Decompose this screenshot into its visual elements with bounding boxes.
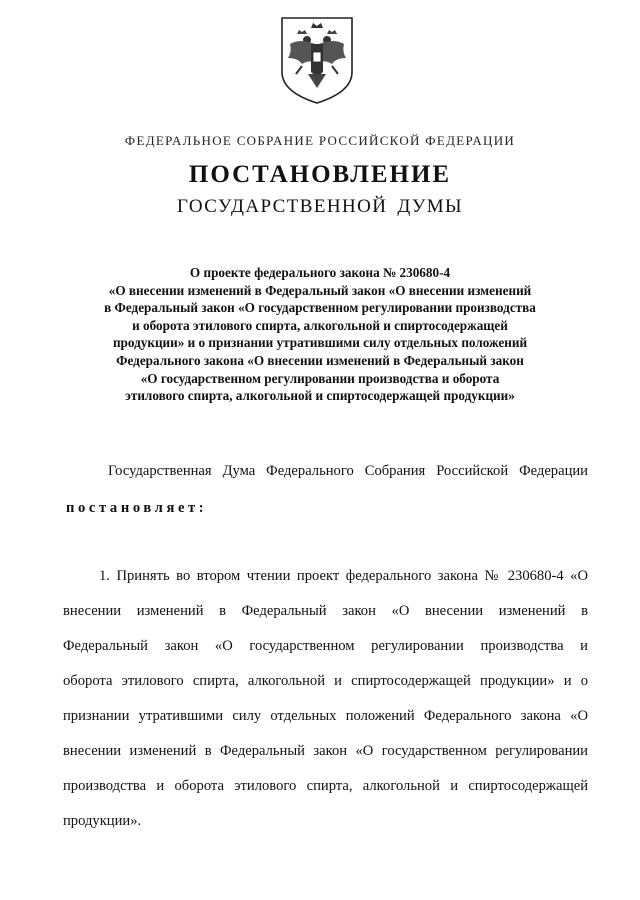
paragraph-line: производства и оборота этилового спирта, алкогольной и спиртосодержащей <box>63 778 588 794</box>
paragraph-line: 1. Принять во втором чтении проект федерального закона № 230680-4 «О <box>99 568 588 584</box>
paragraph-line: Федеральный закон «О государственном регулировании производства и <box>63 638 588 654</box>
russian-coat-of-arms-icon <box>278 14 356 106</box>
subject-line: Федерального закона «О внесении изменений в Федеральный закон <box>116 352 524 368</box>
subject-line: «О государственном регулировании производства и оборота <box>140 370 500 386</box>
paragraph-line: оборота этилового спирта, алкогольной и спиртосодержащей продукции» и о <box>63 673 588 689</box>
subject-line: «О внесении изменений в Федеральный закон «О внесении изменений <box>108 282 532 298</box>
subject-line: и оборота этилового спирта, алкогольной и спиртосодержащей <box>132 317 508 333</box>
preamble: Государственная Дума Федерального Собрания Российской Федерации <box>108 463 588 479</box>
document-subtype-word-1: ГОСУДАРСТВЕННОЙ <box>176 196 388 217</box>
subject-line: О проекте федерального закона № 230680-4 <box>189 265 451 280</box>
resolves-word: постановляет: <box>66 500 208 516</box>
organization-name: ФЕДЕРАЛЬНОЕ СОБРАНИЕ РОССИЙСКОЙ ФЕДЕРАЦИИ <box>124 133 516 148</box>
document-subtype <box>0 196 640 218</box>
paragraph-line: признании утратившими силу отдельных положений Федерального закона «О <box>63 708 588 724</box>
document-subtype-word-2: ДУМЫ <box>397 196 464 217</box>
subject-line: продукции» и о признании утратившими силу отдельных положений <box>112 335 528 351</box>
subject-line: в Федеральный закон «О государственном регулировании производства <box>104 300 536 316</box>
paragraph-line: внесении изменений в Федеральный закон «О государственном регулировании <box>63 743 588 759</box>
document-type: ПОСТАНОВЛЕНИЕ <box>188 161 452 188</box>
paragraph-line: продукции». <box>63 813 142 829</box>
paragraph-line: внесении изменений в Федеральный закон «О внесении изменений в <box>63 603 588 619</box>
document-subject <box>60 264 580 405</box>
subject-line: этилового спирта, алкогольной и спиртосодержащей продукции» <box>125 388 515 404</box>
